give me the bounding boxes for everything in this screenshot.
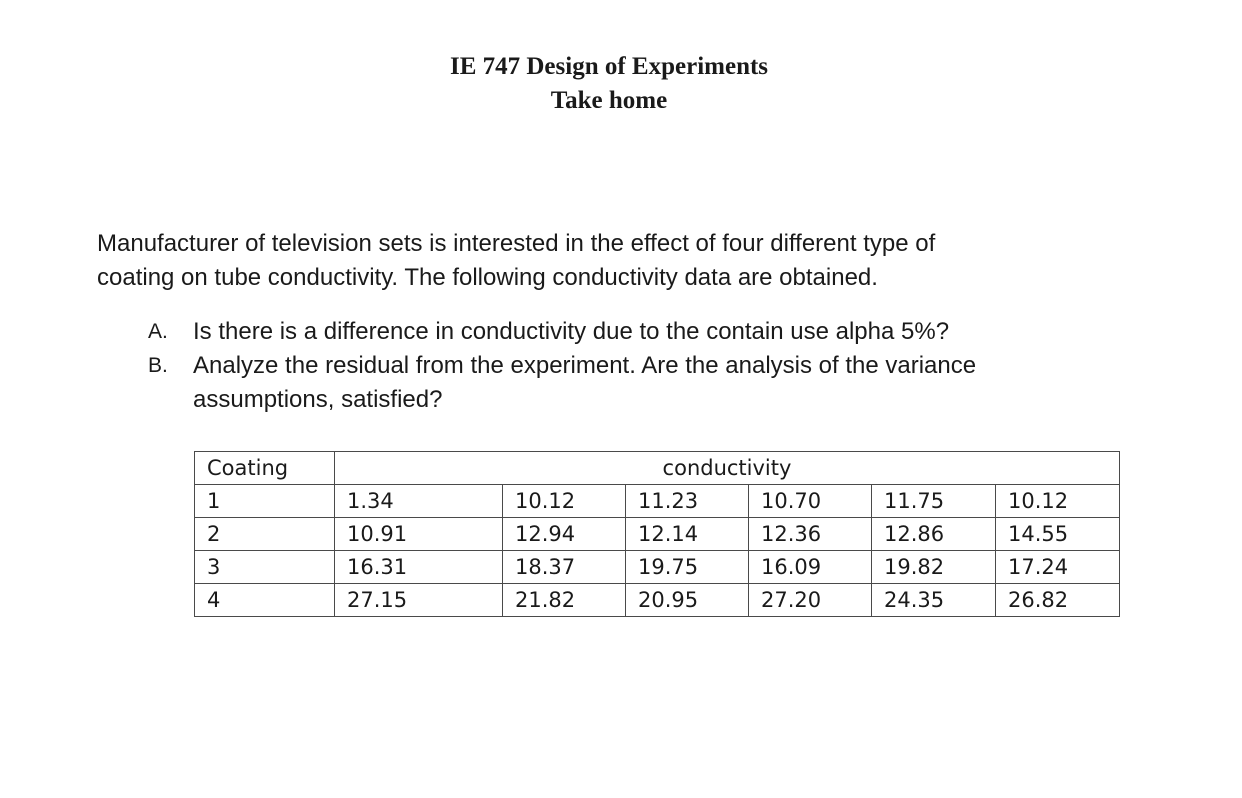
table-cell: 21.82 bbox=[503, 584, 626, 617]
table-header-row bbox=[195, 452, 1120, 485]
coating-column-header: Coating bbox=[195, 452, 335, 485]
table-cell: 12.94 bbox=[503, 518, 626, 551]
question-item-a bbox=[148, 315, 1108, 349]
coating-cell: 1 bbox=[195, 485, 335, 518]
table-cell: 12.36 bbox=[749, 518, 872, 551]
table-cell: 27.15 bbox=[335, 584, 503, 617]
table-cell: 18.37 bbox=[503, 551, 626, 584]
table-cell: 12.14 bbox=[626, 518, 749, 551]
table-cell: 11.23 bbox=[626, 485, 749, 518]
question-marker: A. bbox=[148, 320, 168, 343]
table-cell: 12.86 bbox=[872, 518, 996, 551]
table-cell: 10.12 bbox=[503, 485, 626, 518]
coating-cell: 2 bbox=[195, 518, 335, 551]
table-cell: 10.70 bbox=[749, 485, 872, 518]
question-text: Analyze the residual from the experiment. Are the analysis of the variance assumptions, satisfied? bbox=[193, 352, 977, 413]
table-cell: 17.24 bbox=[996, 551, 1120, 584]
table-cell: 16.31 bbox=[335, 551, 503, 584]
question-text: Is there is a difference in conductivity due to the contain use alpha 5%? bbox=[193, 318, 950, 345]
table-cell: 16.09 bbox=[749, 551, 872, 584]
table-cell: 10.12 bbox=[996, 485, 1120, 518]
table-cell: 19.82 bbox=[872, 551, 996, 584]
problem-statement bbox=[97, 227, 1097, 295]
conductivity-column-header: conductivity bbox=[335, 452, 1120, 485]
table-row bbox=[195, 485, 1120, 518]
table-cell: 26.82 bbox=[996, 584, 1120, 617]
table-cell: 20.95 bbox=[626, 584, 749, 617]
document-title: IE 747 Design of Experiments bbox=[449, 53, 769, 80]
coating-cell: 3 bbox=[195, 551, 335, 584]
table-row bbox=[195, 518, 1120, 551]
problem-statement-line-1: Manufacturer of television sets is interested in the effect of four different type of bbox=[97, 230, 936, 257]
problem-statement-line-2: coating on tube conductivity. The following conductivity data are obtained. bbox=[97, 264, 878, 291]
table-cell: 11.75 bbox=[872, 485, 996, 518]
table-cell: 1.34 bbox=[335, 485, 503, 518]
document-subtitle: Take home bbox=[550, 87, 668, 114]
table-row bbox=[195, 551, 1120, 584]
table-cell: 14.55 bbox=[996, 518, 1120, 551]
table-row bbox=[195, 584, 1120, 617]
table-cell: 27.20 bbox=[749, 584, 872, 617]
question-list bbox=[148, 315, 1108, 417]
table-cell: 24.35 bbox=[872, 584, 996, 617]
coating-cell: 4 bbox=[195, 584, 335, 617]
table-cell: 19.75 bbox=[626, 551, 749, 584]
table-cell: 10.91 bbox=[335, 518, 503, 551]
title-block bbox=[0, 50, 1218, 118]
question-item-b bbox=[148, 349, 1108, 417]
conductivity-table bbox=[194, 451, 1120, 617]
question-marker: B. bbox=[148, 354, 168, 377]
